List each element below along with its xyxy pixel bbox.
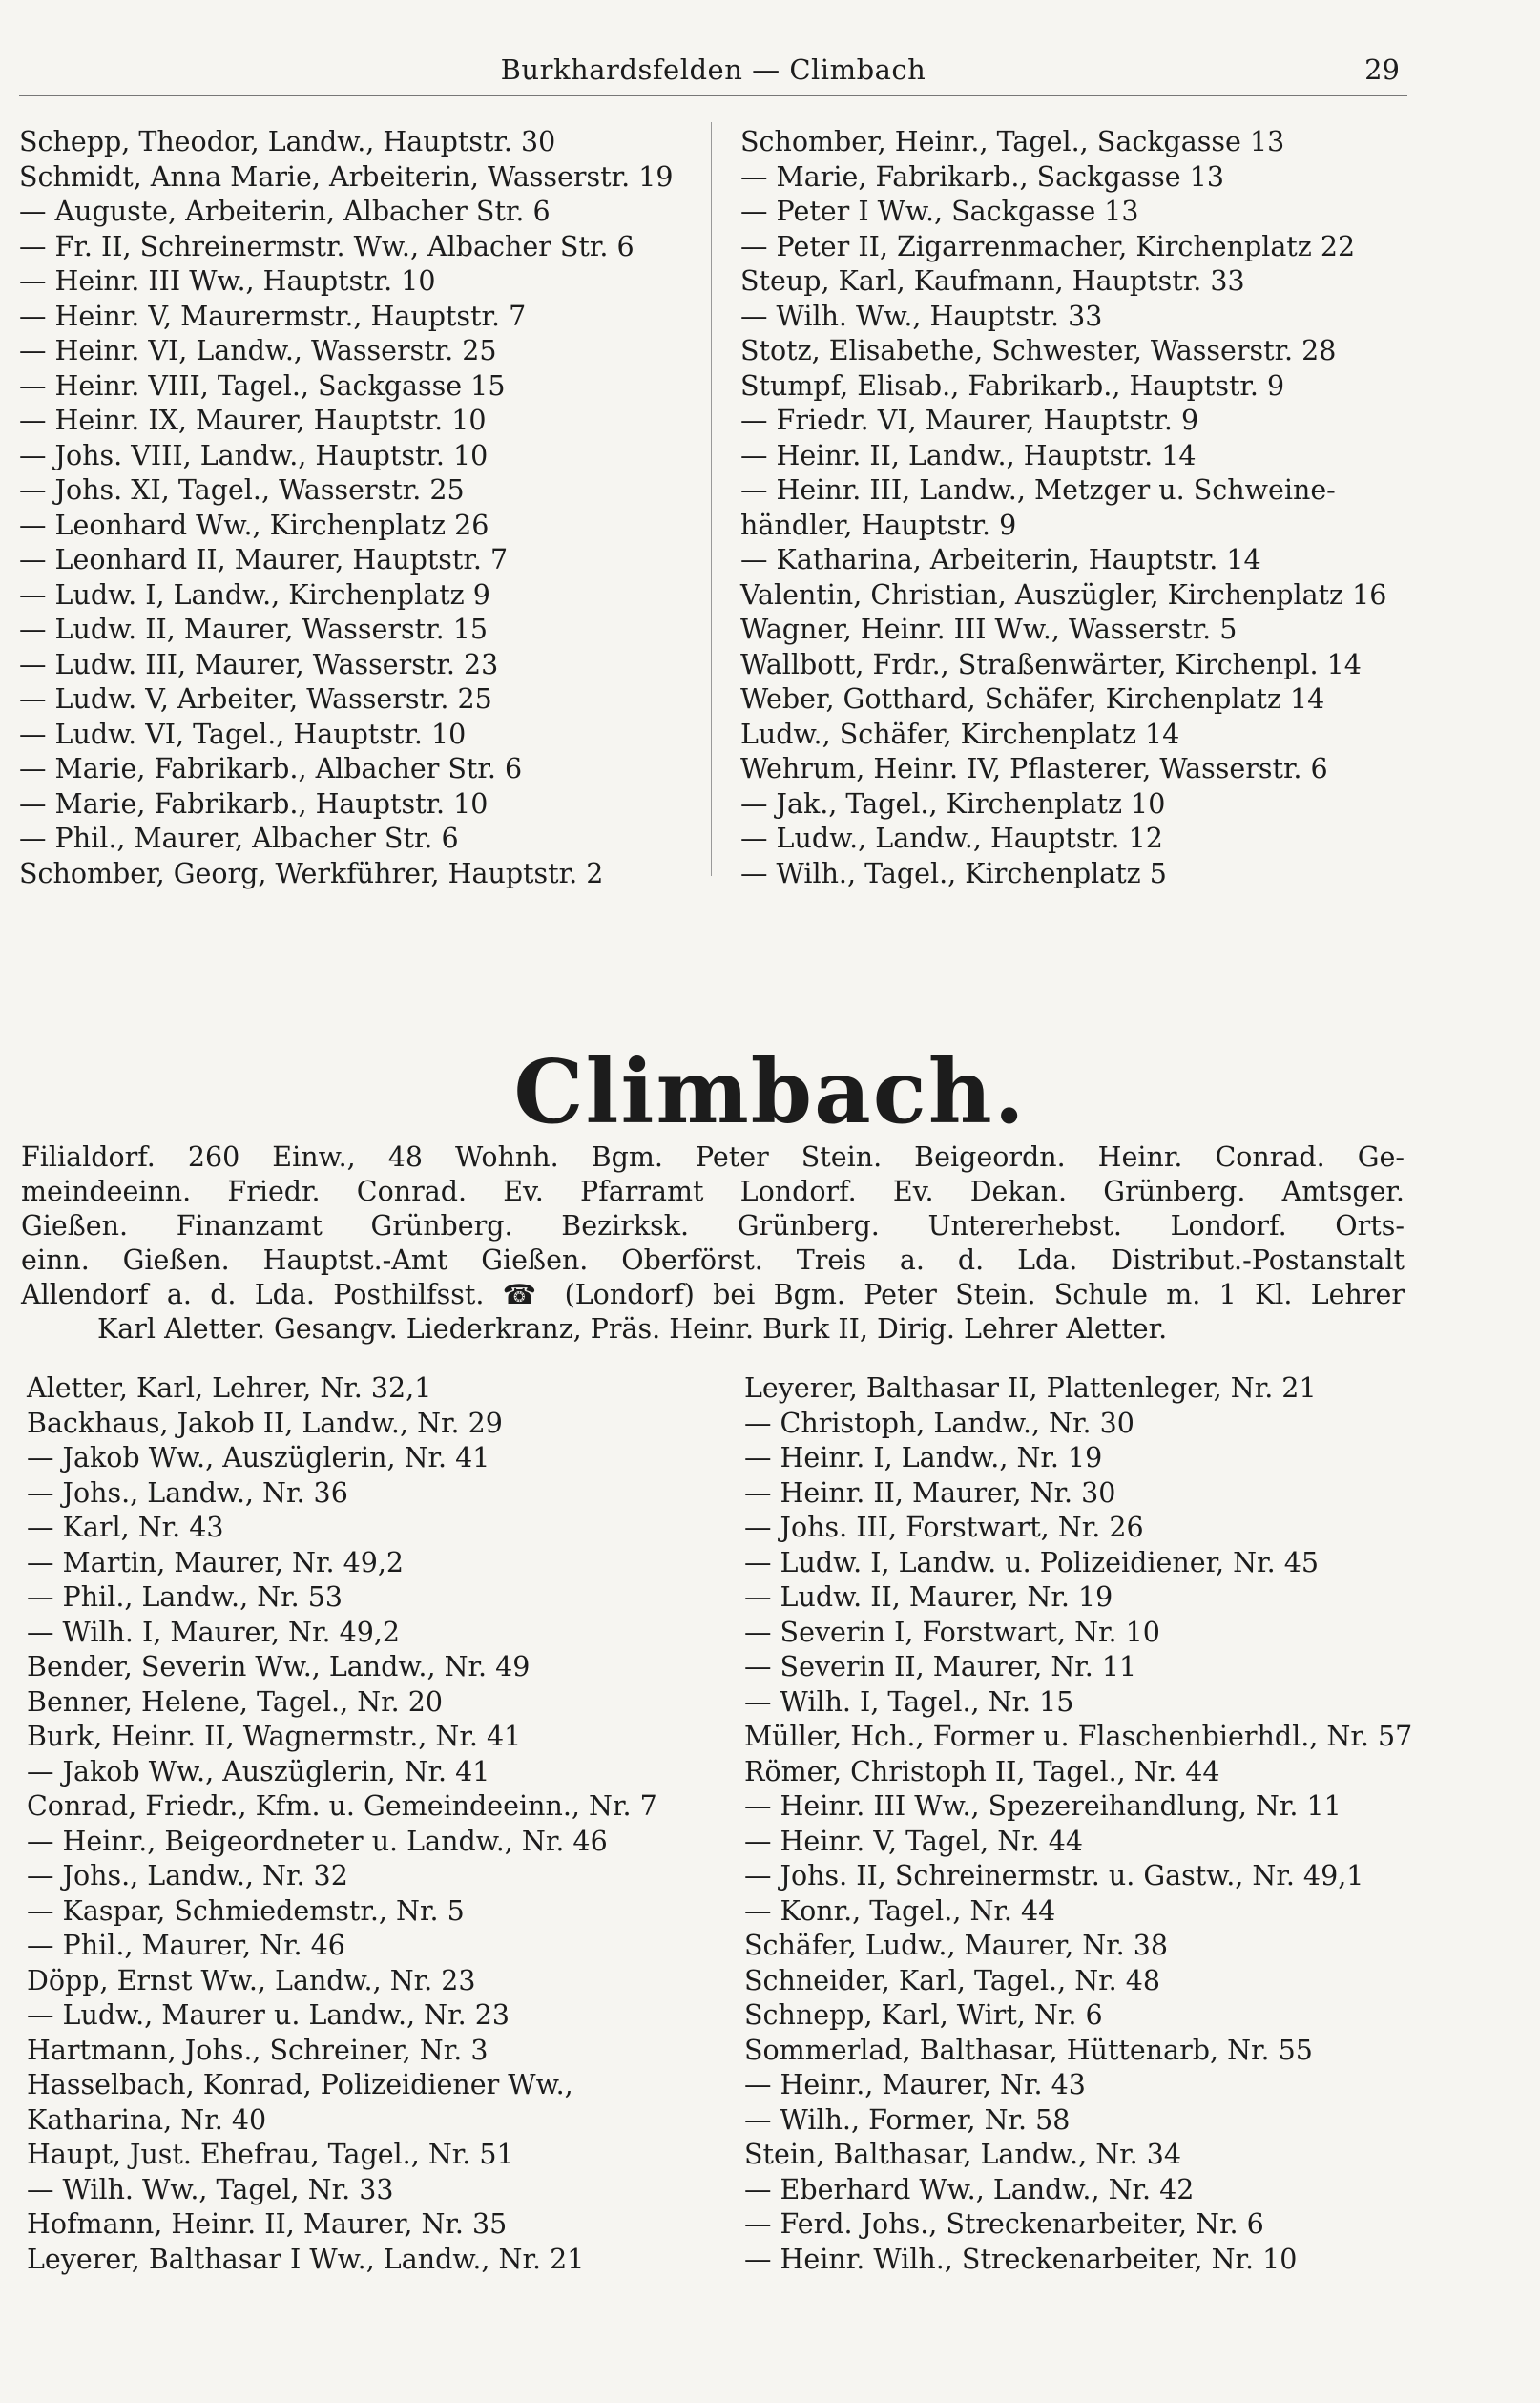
directory-entry: Schmidt, Anna Marie, Arbeiterin, Wasserstr. 19 [19,160,674,193]
directory-entry: — Heinr. II, Maurer, Nr. 30 [744,1476,1116,1509]
directory-entry: — Ludw. I, Landw., Kirchenplatz 9 [19,578,490,611]
directory-entry: Hofmann, Heinr. II, Maurer, Nr. 35 [27,2208,508,2240]
directory-entry: — Johs., Landw., Nr. 36 [27,1476,348,1509]
directory-entry: — Karl, Nr. 43 [27,1512,224,1543]
directory-entry: Sommerlad, Balthasar, Hüttenarb, Nr. 55 [744,2034,1313,2066]
intro-line: Karl Aletter. Gesangv. Liederkranz, Präs. Heinr. Burk II, Dirig. Lehrer Aletter. [97,1313,1168,1345]
directory-entry: — Leonhard Ww., Kirchenplatz 26 [19,509,489,541]
directory-entry: Döpp, Ernst Ww., Landw., Nr. 23 [27,1964,476,1996]
directory-entry: — Friedr. VI, Maurer, Hauptstr. 9 [740,405,1199,436]
directory-entry: — Ludw. III, Maurer, Wasserstr. 23 [19,648,499,680]
directory-entry: — Wilh. Ww., Tagel, Nr. 33 [27,2173,394,2205]
directory-entry: — Wilh. I, Maurer, Nr. 49,2 [27,1616,401,1648]
directory-entry: — Heinr., Maurer, Nr. 43 [744,2069,1086,2100]
intro-line: Allendorf a. d. Lda. Posthilfsst. ☎ (Londorf) bei Bgm. Peter Stein. Schule m. 1 Kl. Lehrer [21,1279,1405,1310]
directory-entry: — Heinr. VI, Landw., Wasserstr. 25 [19,335,497,366]
directory-entry: Steup, Karl, Kaufmann, Hauptstr. 33 [740,265,1245,297]
directory-entry: — Christoph, Landw., Nr. 30 [744,1407,1134,1439]
directory-entry: — Heinr. III Ww., Spezereihandlung, Nr. 11 [744,1790,1342,1822]
directory-entry: Schnepp, Karl, Wirt, Nr. 6 [744,1999,1103,2031]
directory-entry: Wehrum, Heinr. IV, Pflasterer, Wasserstr. 6 [740,753,1328,784]
directory-entry: — Heinr. II, Landw., Hauptstr. 14 [740,439,1197,471]
directory-entry: — Heinr. V, Tagel, Nr. 44 [744,1825,1084,1857]
directory-entry: Weber, Gotthard, Schäfer, Kirchenplatz 14 [740,683,1325,715]
directory-entry: — Johs. III, Forstwart, Nr. 26 [744,1512,1144,1543]
climbach-intro-paragraph [21,1140,1405,1347]
directory-entry: Stotz, Elisabethe, Schwester, Wasserstr. 28 [740,335,1337,366]
directory-entry: Burk, Heinr. II, Wagnermstr., Nr. 41 [27,1721,522,1752]
directory-entry: — Katharina, Arbeiterin, Hauptstr. 14 [740,544,1261,575]
directory-entry: — Ludw. VI, Tagel., Hauptstr. 10 [19,718,467,750]
directory-entry: — Heinr., Beigeordneter u. Landw., Nr. 46 [27,1825,608,1857]
directory-entry: Valentin, Christian, Auszügler, Kirchenplatz 16 [740,578,1387,611]
directory-entry: Leyerer, Balthasar II, Plattenleger, Nr. 21 [744,1372,1317,1404]
directory-entry: Ludw., Schäfer, Kirchenplatz 14 [740,718,1180,750]
directory-entry: Backhaus, Jakob II, Landw., Nr. 29 [27,1407,503,1439]
directory-entry: — Johs. XI, Tagel., Wasserstr. 25 [19,474,465,506]
directory-entry: — Heinr. Wilh., Streckenarbeiter, Nr. 10 [744,2243,1298,2275]
intro-line: Gießen. Finanzamt Grünberg. Bezirksk. Grünberg. Untererhebst. Londorf. Orts- [21,1210,1405,1242]
directory-entry: — Ludw. V, Arbeiter, Wasserstr. 25 [19,683,492,715]
directory-entry: Benner, Helene, Tagel., Nr. 20 [27,1685,444,1718]
directory-entry: Leyerer, Balthasar I Ww., Landw., Nr. 21 [27,2243,585,2275]
page-header [19,50,1407,96]
directory-entry: — Konr., Tagel., Nr. 44 [744,1894,1056,1927]
directory-entry: — Martin, Maurer, Nr. 49,2 [27,1546,405,1578]
directory-entry: — Heinr. V, Maurermstr., Hauptstr. 7 [19,300,527,332]
directory-entry: — Marie, Fabrikarb., Hauptstr. 10 [19,787,489,820]
running-head: Burkhardsfelden — Climbach [500,53,926,86]
directory-entry: — Ludw. II, Maurer, Wasserstr. 15 [19,614,488,645]
directory-entry: Müller, Hch., Former u. Flaschenbierhdl., Nr. 57 [744,1721,1413,1752]
directory-entry: — Severin I, Forstwart, Nr. 10 [744,1616,1160,1648]
climbach-right-column [744,1371,1412,2277]
directory-entry: — Heinr. III, Landw., Metzger u. Schweine- [740,474,1336,506]
directory-entry: Schepp, Theodor, Landw., Hauptstr. 30 [19,126,556,157]
directory-entry: Wallbott, Frdr., Straßenwärter, Kirchenpl. 14 [740,648,1362,680]
directory-entry: Schomber, Georg, Werkführer, Hauptstr. 2 [19,857,604,889]
burkhardsfelden-right-column [740,125,1386,891]
directory-entry: — Kaspar, Schmiedemstr., Nr. 5 [27,1894,465,1927]
directory-entry: — Wilh., Former, Nr. 58 [744,2103,1071,2136]
directory-entry: — Auguste, Arbeiterin, Albacher Str. 6 [19,196,551,227]
directory-entry: — Heinr. I, Landw., Nr. 19 [744,1442,1103,1473]
directory-entry: — Johs., Landw., Nr. 32 [27,1860,348,1891]
directory-entry: — Phil., Maurer, Nr. 46 [27,1930,345,1961]
directory-entry: Schneider, Karl, Tagel., Nr. 48 [744,1964,1161,1996]
directory-entry: — Leonhard II, Maurer, Hauptstr. 7 [19,544,509,575]
page-number: 29 [1364,53,1400,86]
section-title-climbach: Climbach. [513,1040,1027,1143]
directory-entry: Bender, Severin Ww., Landw., Nr. 49 [27,1651,531,1682]
directory-entry: — Jak., Tagel., Kirchenplatz 10 [740,787,1166,820]
directory-entry: Schomber, Heinr., Tagel., Sackgasse 13 [740,126,1285,157]
directory-entry: — Heinr. III Ww., Hauptstr. 10 [19,265,436,297]
directory-entry: — Jakob Ww., Auszüglerin, Nr. 41 [27,1442,490,1473]
intro-line: Filialdorf. 260 Einw., 48 Wohnh. Bgm. Peter Stein. Beigeordn. Heinr. Conrad. Ge- [21,1141,1405,1173]
directory-entry: — Fr. II, Schreinermstr. Ww., Albacher Str. 6 [19,230,635,262]
directory-entry: Stein, Balthasar, Landw., Nr. 34 [744,2139,1182,2170]
directory-entry: — Eberhard Ww., Landw., Nr. 42 [744,2173,1195,2205]
directory-entry: — Phil., Landw., Nr. 53 [27,1581,343,1613]
directory-entry: Katharina, Nr. 40 [27,2103,267,2136]
directory-entry: Aletter, Karl, Lehrer, Nr. 32,1 [27,1372,432,1404]
directory-entry: Wagner, Heinr. III Ww., Wasserstr. 5 [740,614,1238,645]
directory-entry: Stumpf, Elisab., Fabrikarb., Hauptstr. 9 [740,369,1285,402]
directory-entry: — Ludw., Maurer u. Landw., Nr. 23 [27,1999,510,2031]
directory-entry: — Marie, Fabrikarb., Sackgasse 13 [740,160,1225,193]
directory-entry: Hasselbach, Konrad, Polizeidiener Ww., [27,2069,573,2100]
directory-entry: — Ludw., Landw., Hauptstr. 12 [740,823,1163,854]
directory-entry: — Phil., Maurer, Albacher Str. 6 [19,823,459,854]
directory-entry: — Peter I Ww., Sackgasse 13 [740,196,1139,227]
directory-entry: — Heinr. IX, Maurer, Hauptstr. 10 [19,405,487,436]
directory-entry: — Jakob Ww., Auszüglerin, Nr. 41 [27,1755,490,1787]
directory-entry: — Ludw. II, Maurer, Nr. 19 [744,1581,1113,1613]
directory-entry: Conrad, Friedr., Kfm. u. Gemeindeeinn., Nr. 7 [27,1790,657,1822]
burkhardsfelden-left-column [19,125,674,891]
intro-line: meindeeinn. Friedr. Conrad. Ev. Pfarramt Londorf. Ev. Dekan. Grünberg. Amtsger. [21,1176,1405,1207]
directory-entry: — Johs. II, Schreinermstr. u. Gastw., Nr. 49,1 [744,1860,1364,1891]
climbach-left-column [27,1371,657,2277]
directory-entry: — Severin II, Maurer, Nr. 11 [744,1651,1137,1682]
directory-entry: Römer, Christoph II, Tagel., Nr. 44 [744,1755,1220,1787]
directory-entry: — Marie, Fabrikarb., Albacher Str. 6 [19,753,523,784]
directory-entry: — Peter II, Zigarrenmacher, Kirchenplatz 22 [740,230,1356,262]
directory-entry: — Wilh. I, Tagel., Nr. 15 [744,1685,1074,1718]
directory-entry: — Ferd. Johs., Streckenarbeiter, Nr. 6 [744,2208,1264,2240]
directory-entry: — Wilh. Ww., Hauptstr. 33 [740,300,1103,332]
directory-entry: Haupt, Just. Ehefrau, Tagel., Nr. 51 [27,2139,514,2170]
directory-entry: — Heinr. VIII, Tagel., Sackgasse 15 [19,369,506,402]
directory-entry: — Johs. VIII, Landw., Hauptstr. 10 [19,439,489,471]
directory-entry: Schäfer, Ludw., Maurer, Nr. 38 [744,1930,1169,1961]
directory-entry: — Ludw. I, Landw. u. Polizeidiener, Nr. 45 [744,1546,1319,1578]
directory-entry: händler, Hauptstr. 9 [740,509,1017,541]
directory-entry: Hartmann, Johs., Schreiner, Nr. 3 [27,2034,489,2066]
directory-entry: — Wilh., Tagel., Kirchenplatz 5 [740,857,1167,889]
intro-line: einn. Gießen. Hauptst.-Amt Gießen. Oberförst. Treis a. d. Lda. Distribut.-Postanstalt [21,1244,1405,1276]
column-divider [711,122,712,876]
